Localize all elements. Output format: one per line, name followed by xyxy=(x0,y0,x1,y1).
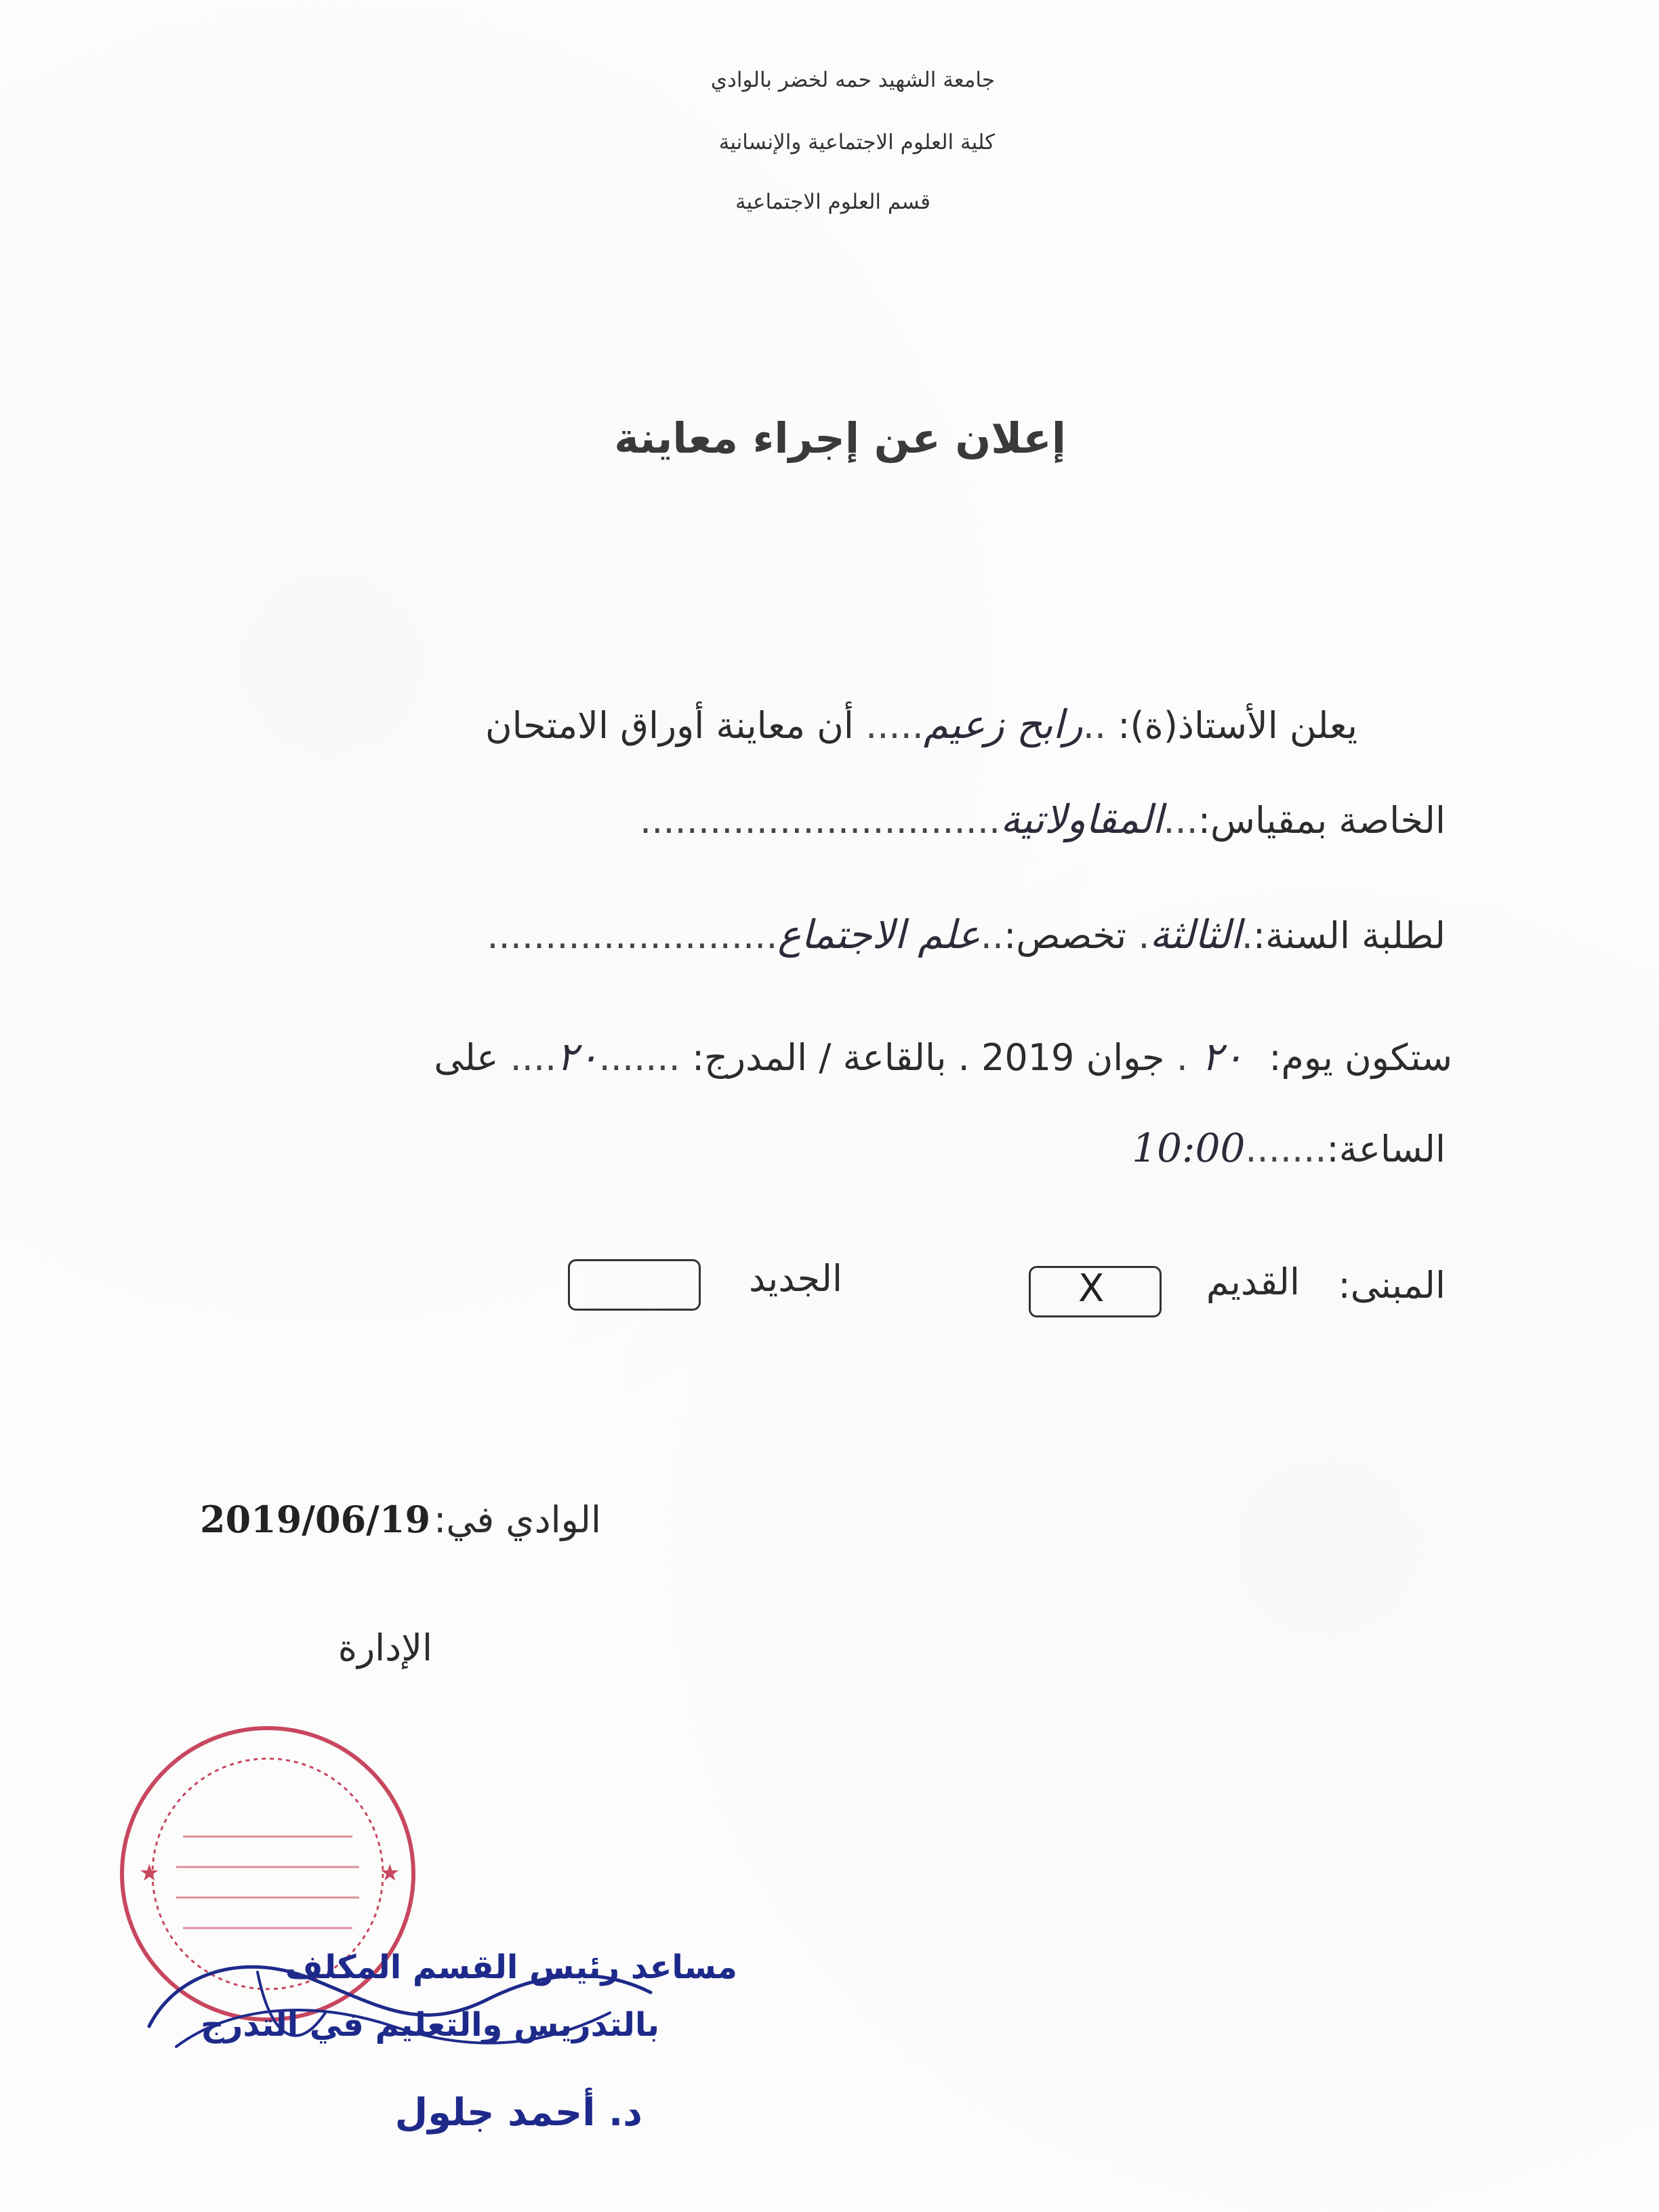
document-title: إعلان عن إجراء معاينة xyxy=(614,413,1066,463)
exam-day: ٢٠ xyxy=(1201,1033,1244,1080)
student-year: الثالثة xyxy=(1149,912,1242,958)
administration-label: الإدارة xyxy=(337,1626,432,1669)
form-line-4: ستكون يوم: ٢٠. جوان 2019 . بالقاعة / المدرج: .......٢٠.... على xyxy=(434,1033,1452,1080)
new-building-label: الجديد xyxy=(748,1257,842,1300)
signature-title-line2: بالتدريس والتعليم في التدرج xyxy=(201,2006,659,2044)
form-line-1: يعلن الأستاذ(ة): ..رابح زعيم..... أن معاينة أوراق الامتحان xyxy=(485,701,1357,747)
professor-name: رابح زعيم xyxy=(923,701,1083,747)
signature-name: د. أحمد جلول xyxy=(394,2091,642,2135)
old-building-checkmark: X xyxy=(1078,1267,1105,1311)
line2-prefix: الخاصة بمقياس: xyxy=(1197,799,1446,842)
line3-mid: تخصص: xyxy=(1004,914,1127,957)
svg-text:★: ★ xyxy=(139,1860,160,1887)
line1-suffix: أن معاينة أوراق الامتحان xyxy=(485,704,854,747)
date-prefix: الوادي في: xyxy=(434,1498,601,1541)
signature-title-line1: مساعد رئيس القسم المكلف xyxy=(285,1948,737,1986)
specialty: علم الاجتماع xyxy=(777,912,981,958)
line5-prefix: الساعة: xyxy=(1326,1128,1446,1170)
line3-prefix: لطلبة السنة: xyxy=(1252,914,1446,957)
faculty-name: كلية العلوم الاجتماعية والإنسانية xyxy=(718,130,995,155)
form-line-5: الساعة:.......10:00 xyxy=(1132,1125,1446,1171)
old-building-checkbox[interactable] xyxy=(1029,1266,1162,1317)
line2-dots: ............................... xyxy=(640,799,1001,842)
university-name: جامعة الشهيد حمه لخضر بالوادي xyxy=(710,68,995,92)
new-building-checkbox[interactable] xyxy=(568,1259,701,1311)
line1-prefix: يعلن الأستاذ(ة): xyxy=(1118,704,1357,747)
old-building-label: القديم xyxy=(1206,1261,1300,1303)
line4-suffix: على xyxy=(434,1036,499,1079)
svg-text:★: ★ xyxy=(380,1860,401,1887)
date-value: 2019/06/19 xyxy=(200,1498,431,1541)
building-label: المبنى: xyxy=(1338,1264,1446,1307)
department-name: قسم العلوم الاجتماعية xyxy=(735,190,930,214)
form-line-2: الخاصة بمقياس:...المقاولاتية............................... xyxy=(640,796,1446,842)
exam-room: ٢٠ xyxy=(556,1033,599,1080)
line4-prefix: ستكون يوم: xyxy=(1269,1036,1452,1079)
subject-name: المقاولاتية xyxy=(1000,796,1164,842)
line4-month: جوان 2019 . بالقاعة / المدرج: xyxy=(691,1036,1165,1079)
form-line-3: لطلبة السنة:.الثالثة. تخصص:..علم الاجتماع......................... xyxy=(487,912,1446,958)
date-line xyxy=(200,1498,601,1541)
exam-time: 10:00 xyxy=(1132,1125,1246,1171)
line3-dots: ......................... xyxy=(487,914,778,957)
